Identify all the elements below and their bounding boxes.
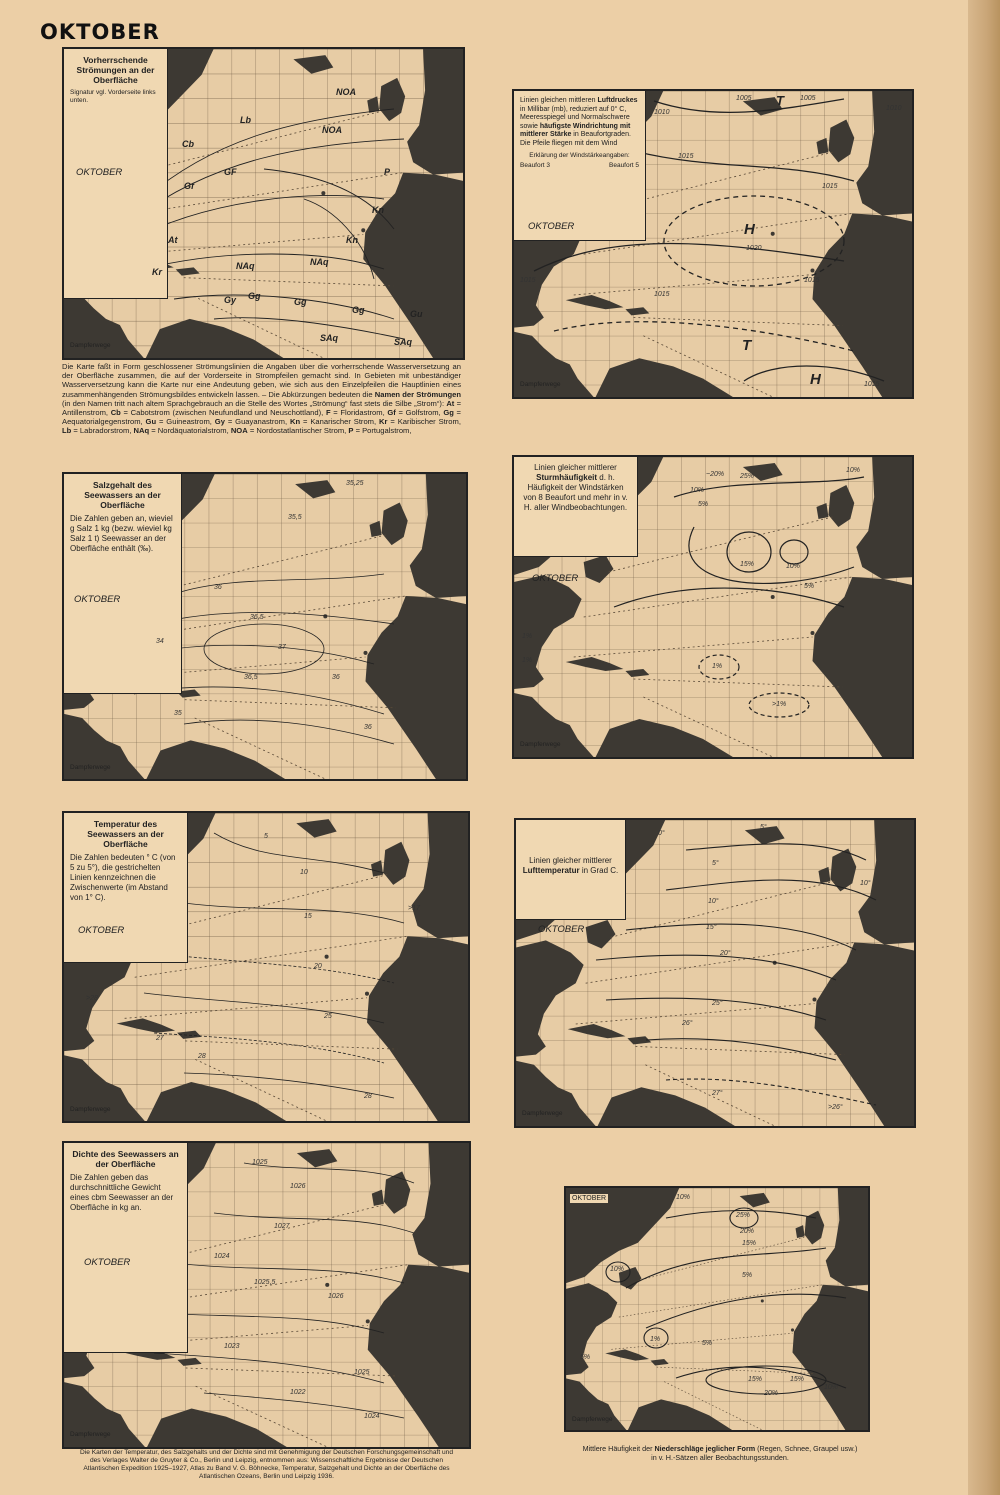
route-legend: Dampferwege: [572, 1416, 613, 1423]
density-label: 1026: [328, 1293, 344, 1300]
map-precipitation: [564, 1186, 870, 1432]
air-temp-label: 5°: [760, 824, 767, 831]
current-label: NOA: [336, 87, 356, 97]
legend-salinity: [64, 474, 182, 694]
caption-text: = Cabotstrom (zwischen Neufundland und Neuschottland),: [120, 408, 326, 418]
isobar-label: 1015: [678, 153, 694, 160]
caption-precipitation: [580, 1444, 860, 1462]
legend-body: Die Zahlen geben an, wieviel g Salz 1 kg (bezw. wieviel kg Salz 1 t) Seewasser an der Oberfläche enthält (‰).: [70, 514, 173, 553]
storm-label: 25%: [740, 473, 755, 480]
map-air-temperature: [514, 818, 916, 1128]
abbr: NAq: [133, 426, 150, 436]
isotherm-label: 20: [314, 963, 322, 970]
precip-label: 15%: [748, 1376, 763, 1383]
legend-air-temperature: [516, 820, 626, 920]
current-label: Kr: [152, 267, 163, 277]
month-label: OKTOBER: [572, 1195, 607, 1202]
precip-label: 10%: [824, 1384, 839, 1391]
current-label: SAq: [320, 333, 338, 343]
caption-bold: Namen der Strömungen: [374, 389, 461, 399]
air-temp-label: >26°: [828, 1104, 843, 1111]
current-label: GF: [224, 167, 237, 177]
isotherm-label: 27: [156, 1035, 164, 1042]
current-label: Gg: [294, 297, 307, 307]
abbr: Gg: [443, 408, 454, 418]
legend-storm: [514, 457, 638, 557]
abbr: NOA: [230, 426, 248, 436]
trough-label: T: [776, 93, 784, 108]
caption-text: Mittlere Häufigkeit der: [582, 1444, 655, 1453]
precip-label: 10%: [610, 1266, 625, 1273]
caption-text: = Antillenstrom,: [62, 398, 462, 418]
air-temp-label: 20°: [720, 950, 731, 957]
month-label: OKTOBER: [76, 167, 123, 178]
precip-label: 15%: [742, 1240, 757, 1247]
current-label: At: [168, 235, 178, 245]
isohaline-label: 37: [278, 644, 286, 651]
precip-label: 5%: [580, 1354, 591, 1361]
storm-label: 5%: [804, 583, 815, 590]
isobar-label: 1010: [886, 105, 902, 112]
density-label: 1022: [290, 1389, 306, 1396]
current-label: P: [384, 167, 391, 177]
isohaline-label: 36: [214, 584, 222, 591]
current-label: SAq: [394, 337, 412, 347]
legend-text: in Millibar (mb), reduziert auf 0° C, Meeresspiegel und Normalschwere sowie: [520, 105, 630, 130]
isobar-label: 1010: [654, 109, 670, 116]
legend-text: d. h. Häufigkeit der Windstärken von 8 Beaufort und mehr in v. H. aller Windbeobachtungen.: [523, 473, 628, 512]
storm-label: 1%: [522, 657, 533, 664]
month-label: OKTOBER: [532, 573, 579, 584]
precip-label: 15%: [790, 1376, 805, 1383]
current-label: Gg: [248, 291, 261, 301]
density-label: 1023: [224, 1343, 240, 1350]
density-label: 1025: [354, 1369, 370, 1376]
isobar-label: 1015: [864, 381, 880, 388]
precip-label: 1%: [650, 1336, 661, 1343]
abbr: Cb: [110, 408, 121, 418]
route-legend: Dampferwege: [70, 1431, 111, 1438]
storm-label: 10%: [690, 487, 705, 494]
isohaline-label: 35: [174, 710, 182, 717]
storm-label: ~20%: [706, 471, 725, 478]
caption-sources: Die Karten der Temperatur, des Salzgehalts und der Dichte sind mit Genehmigung der Deutschen Forschungsgemeinschaft und des Verlages Walter de Gruyter & Co., Berlin und Leipzig, entnommen aus: Wissenschaftliche Ergebnisse der Deutschen Atlantischen Expedition 1925–1927, Atlas zu Band V. G. Böhnecke, Temperatur, Salzgehalt und Dichte an der Oberfläche des Atlantischen Ozeans, Berlin und Leipzig 1936.: [80, 1449, 453, 1480]
legend-note: Signatur vgl. Vorderseite links unten.: [70, 89, 156, 104]
air-temp-label: 10°: [860, 880, 871, 887]
density-label: 1024: [364, 1413, 380, 1420]
isobar-label: 1005: [800, 95, 816, 102]
map-storm: [512, 455, 914, 759]
caption-text: = Portugalstrom,: [353, 426, 412, 436]
legend-text: in Beaufortgraden. Die Pfeile fliegen mit dem Wind: [520, 131, 631, 147]
current-label: NAq: [310, 257, 329, 267]
isotherm-label: 10: [300, 869, 308, 876]
storm-label: 1%: [522, 633, 533, 640]
precip-label: 25%: [736, 1212, 751, 1219]
caption-text: = Kanarischer Strom,: [300, 417, 380, 427]
legend-title: Vorherrschende Strömungen an der Oberfläche: [76, 55, 155, 85]
storm-label: 1%: [712, 663, 723, 670]
isobar-label: 1015: [804, 277, 820, 284]
current-label: NOA: [322, 125, 342, 135]
beaufort-3-label: Beaufort 3: [520, 161, 550, 169]
legend-density: [64, 1143, 188, 1353]
route-legend: Dampferwege: [70, 1106, 111, 1113]
caption-text: (Regen, Schnee, Graupel usw.) in v. H.-Sätzen aller Beobachtungsstunden.: [651, 1444, 858, 1462]
isotherm-label: >28: [86, 995, 98, 1002]
density-label: 1025,5: [254, 1279, 276, 1286]
month-label: OKTOBER: [528, 221, 575, 232]
page-title: OKTOBER: [40, 20, 160, 44]
map-salinity: [62, 472, 468, 781]
abbr: At: [446, 398, 455, 408]
precip-label: 5%: [742, 1272, 753, 1279]
caption-text: = Floridastrom,: [330, 408, 388, 418]
isohaline-label: 36,5: [244, 674, 258, 681]
trough-label: T: [742, 337, 752, 354]
isotherm-label: 25: [324, 1013, 332, 1020]
air-temp-label: 27°: [712, 1090, 723, 1097]
high-label: H: [810, 371, 821, 388]
current-label: NAq: [236, 261, 255, 271]
legend-body: Die Zahlen bedeuten ° C (von 5 zu 5°), die gestrichelten Linien kennzeichnen die Zwischenwerte (im Abstand von 1° C).: [70, 853, 176, 902]
legend-title: Salzgehalt des Seewassers an der Oberfläche: [84, 480, 161, 510]
month-label: OKTOBER: [74, 594, 121, 605]
legend-body: Die Zahlen geben das durchschnittliche Gewicht eines cbm Seewasser an der Oberfläche in kg an.: [70, 1173, 174, 1212]
month-label: OKTOBER: [538, 924, 585, 935]
storm-label: 15%: [740, 561, 755, 568]
precip-label: 20%: [740, 1228, 755, 1235]
high-label: H: [744, 221, 755, 238]
legend-bold: Sturmhäufigkeit: [536, 473, 598, 482]
beaufort-5-label: Beaufort 5: [609, 161, 639, 169]
density-label: 1026: [290, 1183, 306, 1190]
isobar-label: 1020: [746, 245, 762, 252]
current-label: Gu: [410, 309, 423, 319]
current-label: Gg: [352, 305, 365, 315]
isohaline-label: 36: [332, 674, 340, 681]
storm-label: 10%: [846, 467, 861, 474]
month-label: OKTOBER: [84, 1257, 131, 1268]
precipitation-lines: [566, 1188, 868, 1430]
air-temp-label: 0°: [658, 830, 665, 837]
isohaline-label: 34: [156, 638, 164, 645]
isohaline-label: 36: [364, 724, 372, 731]
precip-label: 10%: [676, 1194, 691, 1201]
air-temp-label: 10°: [708, 898, 719, 905]
density-label: 1024: [214, 1253, 230, 1260]
route-legend: Dampferwege: [520, 741, 561, 748]
wind-legend-title: Erklärung der Windstärkeangaben:: [529, 151, 630, 159]
isobar-label: 1015: [654, 291, 670, 298]
air-temp-label: 26°: [682, 1020, 693, 1027]
current-label: Gy: [224, 295, 237, 305]
air-temp-label: 15°: [706, 924, 717, 931]
storm-label: >1%: [772, 701, 787, 708]
isotherm-label: 5: [264, 833, 268, 840]
isobar-label: 1005: [736, 95, 752, 102]
legend-text: Linien gleicher mittlerer: [529, 856, 612, 865]
legend-sea-temperature: [64, 813, 188, 963]
density-label: 1025: [252, 1159, 268, 1166]
legend-title: Temperatur des Seewassers an der Oberfläche: [87, 819, 164, 849]
caption-currents: [62, 362, 461, 436]
legend-bold: Lufttemperatur: [522, 866, 580, 875]
abbr: Gy: [214, 417, 225, 427]
route-legend: Dampferwege: [520, 381, 561, 388]
caption-text: (in den Namen tritt nach altem Sprachgebrauch an die Stelle des Wortes „Strömung“ fast stets die Silbe „Strom“):: [62, 398, 447, 408]
isohaline-label: 35,25: [346, 480, 364, 487]
current-label: Lb: [240, 115, 251, 125]
density-label: 1027: [274, 1223, 290, 1230]
caption-text: Die Karte faßt in Form geschlossener Strömungslinien die Angaben über die vorherrschende Wasserversetzung an der Oberfläche zusammen, die auf der Vorderseite in Strompfeilen gemacht sind. In Gebieten mit unbeständiger Wasserversetzung kann die Karte nur eine Andeutung geben, wie sich aus den Einzelpfeilen die Hauptlinien eines zusammenhängenden Strömungsbildes entwickeln lassen. – Die Abkürzungen bedeuten die: [62, 362, 461, 399]
abbr: Lb: [62, 426, 72, 436]
air-temp-label: 25°: [712, 1000, 723, 1007]
caption-text: = Labradorstrom,: [71, 426, 134, 436]
storm-label: 5%: [698, 501, 709, 508]
isotherm-label: 28: [198, 1053, 206, 1060]
isotherm-label: 28: [364, 1093, 372, 1100]
caption-text: = Aequatorialgegenstrom,: [62, 408, 461, 427]
legend-pressure: [514, 91, 646, 241]
current-label: Kn: [346, 235, 358, 245]
caption-text: = Nordostatlantischer Strom,: [247, 426, 349, 436]
abbr: Kn: [289, 417, 301, 427]
current-label: Kn: [372, 205, 384, 215]
isohaline-label: 35,5: [288, 514, 302, 521]
legend-text: Linien gleichen mittleren: [520, 97, 598, 104]
caption-text: = Guayanastrom,: [224, 417, 290, 427]
abbr: P: [348, 426, 354, 436]
route-legend: Dampferwege: [70, 342, 111, 349]
isotherm-label: 15: [304, 913, 312, 920]
map-pressure: [512, 89, 914, 399]
caption-bold: Niederschläge jeglicher Form: [654, 1444, 756, 1453]
abbr: F: [325, 408, 331, 418]
isotherm-label: >17: [408, 905, 420, 912]
legend-text: Linien gleicher mittlerer: [534, 463, 617, 472]
map-sea-temperature: [62, 811, 470, 1123]
route-legend: Dampferwege: [522, 1110, 563, 1117]
caption-text: = Guineastrom,: [156, 417, 215, 427]
legend-bold: häufigste Windrichtung mit mittlerer Stärke: [520, 122, 631, 139]
isohaline-label: 36,5: [250, 614, 264, 621]
caption-text: = Golfstrom,: [395, 408, 444, 418]
isobar-label: 1015: [520, 277, 536, 284]
month-label: OKTOBER: [78, 925, 125, 936]
route-legend: Dampferwege: [70, 764, 111, 771]
map-density: [62, 1141, 471, 1449]
current-label: Cb: [182, 139, 194, 149]
current-label: Gf: [184, 181, 194, 191]
abbr: Gf: [387, 408, 396, 418]
legend-text: in Grad C.: [579, 866, 619, 875]
caption-text: = Karibischer Strom,: [387, 417, 461, 427]
legend-title: Dichte des Seewassers an der Oberfläche: [72, 1149, 179, 1169]
abbr: Gu: [145, 417, 157, 427]
precip-label: 20%: [764, 1390, 779, 1397]
isobar-label: 1015: [822, 183, 838, 190]
storm-label: 10%: [786, 563, 801, 570]
precip-label: 5%: [702, 1340, 713, 1347]
legend-bold: Luftdruckes: [597, 97, 638, 104]
abbr: Kr: [379, 417, 388, 427]
map-currents: [62, 47, 465, 360]
air-temp-label: 5°: [712, 860, 719, 867]
page-edge: [968, 0, 1000, 1495]
caption-text: = Nordäquatorialstrom,: [149, 426, 231, 436]
